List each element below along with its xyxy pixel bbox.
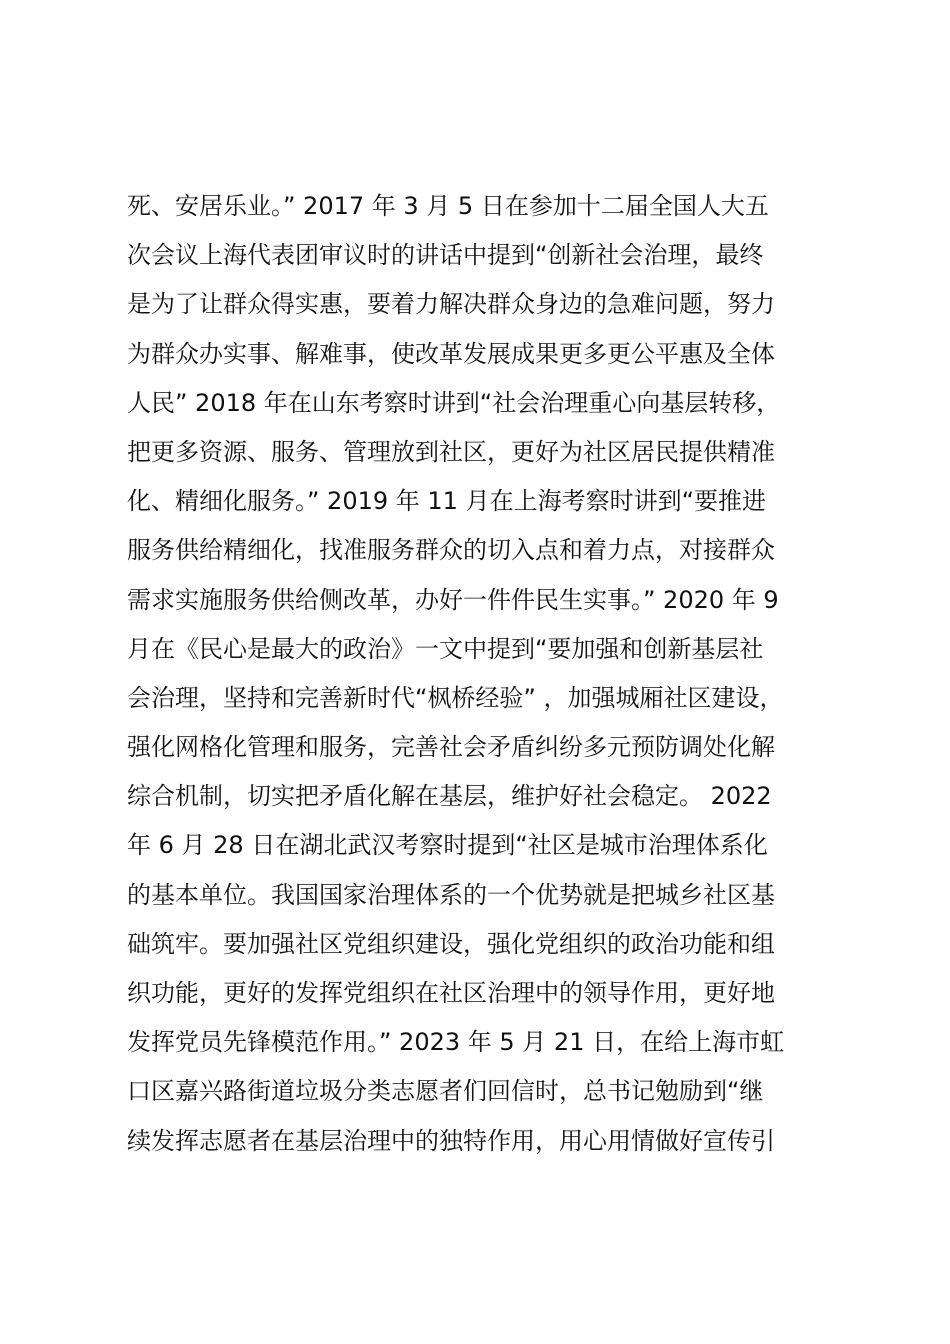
text-line: 的基本单位。我国国家治理体系的一个优势就是把城乡社区基 [127,880,775,909]
text-line: 年 6 月 28 日在湖北武汉考察时提到“社区是城市治理体系化 [127,831,768,860]
text-line: 化、精细化服务。” 2019 年 11 月在上海考察时讲到“要推进 [127,487,766,516]
text-line: 次会议上海代表团审议时的讲话中提到“创新社会治理，最终 [127,241,764,270]
text-line: 口区嘉兴路街道垃圾分类志愿者们回信时，总书记勉励到“继 [127,1077,764,1106]
text-line: 综合机制，切实把矛盾化解在基层，维护好社会稳定。 2022 [127,782,772,811]
text-line: 需求实施服务供给侧改革，办好一件件民生实事。” 2020 年 9 [127,585,779,614]
text-line: 续发挥志愿者在基层治理中的独特作用，用心用情做好宣传引 [127,1126,775,1155]
text-line: 服务供给精细化，找准服务群众的切入点和着力点，对接群众 [127,536,775,565]
text-line: 把更多资源、服务、管理放到社区，更好为社区居民提供精准 [127,437,775,466]
text-line: 会治理，坚持和完善新时代“枫桥经验” ，加强城厢社区建设， [127,683,784,712]
text-line: 发挥党员先锋模范作用。” 2023 年 5 月 21 日，在给上海市虹 [127,1028,785,1057]
text-line: 死、安居乐业。” 2017 年 3 月 5 日在参加十二届全国人大五 [127,192,769,220]
text-line: 强化网格化管理和服务，完善社会矛盾纠纷多元预防调处化解 [127,733,775,762]
body-text [127,182,857,1166]
text-line: 月在《民心是最大的政治》一文中提到“要加强和创新基层社 [127,634,764,663]
text-line: 础筑牢。要加强社区党组织建设，强化党组织的政治功能和组 [127,929,775,958]
text-line: 为群众办实事、解难事，使改革发展成果更多更公平惠及全体 [127,339,775,368]
text-line: 人民” 2018 年在山东考察时讲到“社会治理重心向基层转移， [127,388,781,417]
text-line: 是为了让群众得实惠，要着力解决群众身边的急难问题，努力 [127,290,775,319]
text-line: 织功能，更好的发挥党组织在社区治理中的领导作用，更好地 [127,979,775,1007]
